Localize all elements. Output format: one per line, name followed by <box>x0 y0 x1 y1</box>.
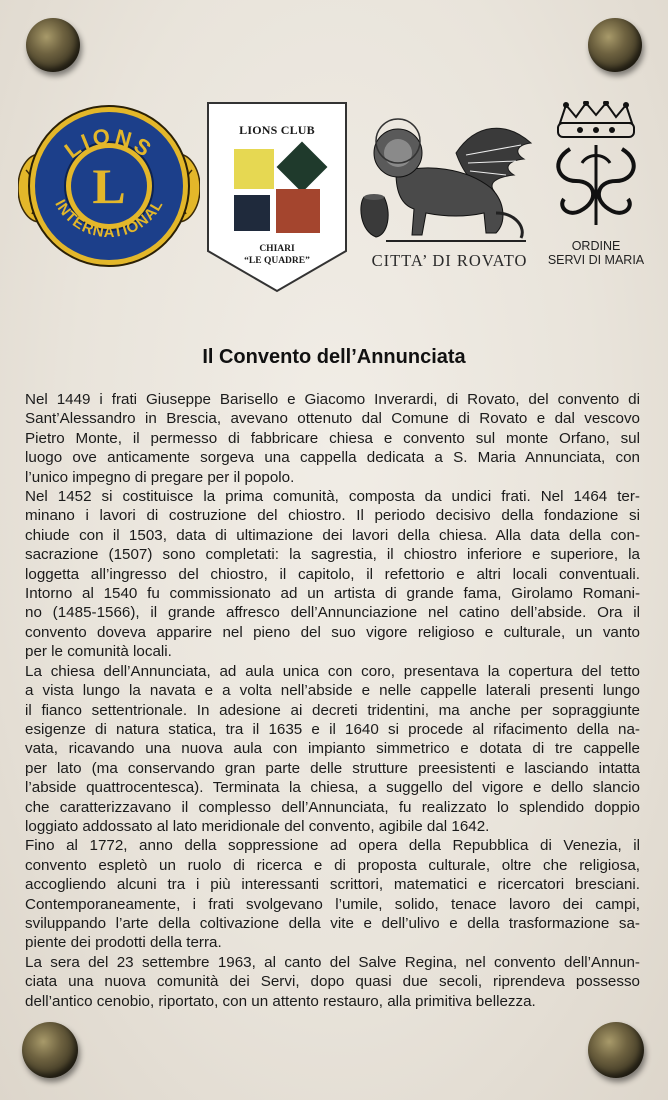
ordine-label: ORDINE <box>571 239 621 253</box>
corner-bolt-top-left <box>26 18 80 72</box>
text-line: il fianco settentrionale. In adesione ai decreti tridentini, ma anche per sopraggiunte <box>25 701 640 719</box>
text-line: convento doveva apparire nel pieno del suo vigore religioso e culturale, un vanto <box>25 623 640 641</box>
citta-di-rovato-label: CITTA’ DI ROVATO <box>371 251 528 270</box>
logo-row <box>0 95 668 295</box>
lions-club-chiari-shield <box>206 101 348 293</box>
text-line: sacrazione (1507) sono completati: la sagrestia, il chiostro inferiore e superiore, la <box>25 546 640 564</box>
text-line: Contemporaneamente, i frati svolgevano l’umile, solido, tenace lavoro dei campi, <box>25 895 640 913</box>
text-line: chiude con il 1503, data di ultimazione dei lavori della chiesa. Alla data della con- <box>25 526 640 544</box>
text-line: accogliendo alcuni tra i più interessanti scrittori, matematici e ricercatori bresciani. <box>25 876 640 894</box>
lions-top-text: LIONS <box>59 123 159 164</box>
citta-di-rovato-emblem <box>356 113 536 283</box>
text-line: piente dei prodotti della terra. <box>25 934 222 952</box>
text-line: La sera del 23 settembre 1963, al canto del Salve Regina, nel convento dell’Annun- <box>25 953 640 971</box>
navy-square-icon <box>234 195 270 231</box>
text-line: a vista lungo la navata e a volta nell’abside e nelle cappelle laterali presenti lungo <box>25 682 640 700</box>
text-line: Intorno al 1540 fu commissionato ad un artista di grande fama, Girolamo Romani- <box>25 585 640 603</box>
lions-club-title: LIONS CLUB <box>239 123 315 137</box>
text-line: luogo ove anticamente sorgeva una cappella dedicata a S. Maria Annunciata, con <box>25 449 640 467</box>
text-line: per le comunità locali. <box>25 643 172 661</box>
text-line: minano i lavori di costruzione del chiostro. Il periodo decisivo della fondazione si <box>25 507 640 525</box>
corner-bolt-bottom-left <box>22 1022 78 1078</box>
text-line: Nel 1449 i frati Giuseppe Barisello e Giacomo Inverardi, di Rovato, del convento di <box>25 391 640 408</box>
text-line: che caratterizzavano il complesso dell’Annunciata, fu realizzato lo splendido doppio <box>25 798 640 816</box>
lions-international-logo <box>18 100 200 272</box>
text-line: dell’antico cenobio, riportato, con un attento restauro, alla primitiva bellezza. <box>25 992 536 1010</box>
text-line: vata, ricavando una nuova aula con impianto simmetrico e dotata di tre cappelle <box>25 740 640 758</box>
text-line: l’abside quattrocentesca). Terminata la chiesa, a suggello del vigore e dello slancio <box>25 779 640 797</box>
text-line: Nel 1452 si costituisce la prima comunità, composta da undici frati. Nel 1464 ter- <box>25 488 640 506</box>
text-line: Fino al 1772, anno della soppressione ad opera della Repubblica di Venezia, il <box>25 837 640 855</box>
text-line: sviluppando l’arte della coltivazione della vite e dell’ulivo e della trasformazione sa- <box>25 914 640 932</box>
plaque-body-text <box>25 390 640 1011</box>
text-line: Sant’Alessandro in Brescia, avevano ottenuto dal Comune di Rovato e dal vescovo <box>25 410 640 428</box>
lions-club-city: CHIARI <box>259 244 295 254</box>
text-line: La chiesa dell’Annunciata, ad aula unica con coro, presentava la copertura del tetto <box>25 662 640 680</box>
text-line: esigenze di natura statica, tra il 1635 e il 1640 si procede al rifacimento della na- <box>25 720 640 738</box>
yellow-square-icon <box>234 149 274 189</box>
text-line: loggetta all’ingresso del chiostro, il capitolo, il refettorio e altri locali conventuali. <box>25 565 640 583</box>
text-line: Pietro Monte, il permesso di fabbricare chiesa e convento sul monte Orfano, sul <box>25 429 640 447</box>
plaque-title: Il Convento dell’Annunciata <box>202 346 466 368</box>
text-line: ciata una nuova comunità dei Servi, dopo quasi due secoli, riprendeva possesso <box>25 973 640 991</box>
lions-bottom-text: INTERNATIONAL <box>51 196 167 242</box>
corner-bolt-top-right <box>588 18 642 72</box>
lions-letter: L <box>92 158 126 214</box>
text-line: no (1485-1566), il grande affresco dell’Annunciazione nel catino dell’abside. Ora il <box>25 604 640 622</box>
servi-di-maria-label: SERVI DI MARIA <box>547 253 645 267</box>
ordine-servi-di-maria-emblem <box>540 101 652 286</box>
text-line: l’unico impegno di pregare per il popolo. <box>25 468 295 486</box>
red-square-icon <box>276 189 320 233</box>
text-line: convento espletò un ruolo di ricerca e di proposta culturale, oltre che religiosa, <box>25 856 640 874</box>
lions-club-name: “LE QUADRE” <box>244 256 310 266</box>
text-line: loggiato addossato al lato meridionale del convento, agibile dal 1642. <box>25 817 490 835</box>
text-line: per lato (ma conservando gran parte delle strutture preesistenti e lasciando intatta <box>25 759 640 777</box>
corner-bolt-bottom-right <box>588 1022 644 1078</box>
